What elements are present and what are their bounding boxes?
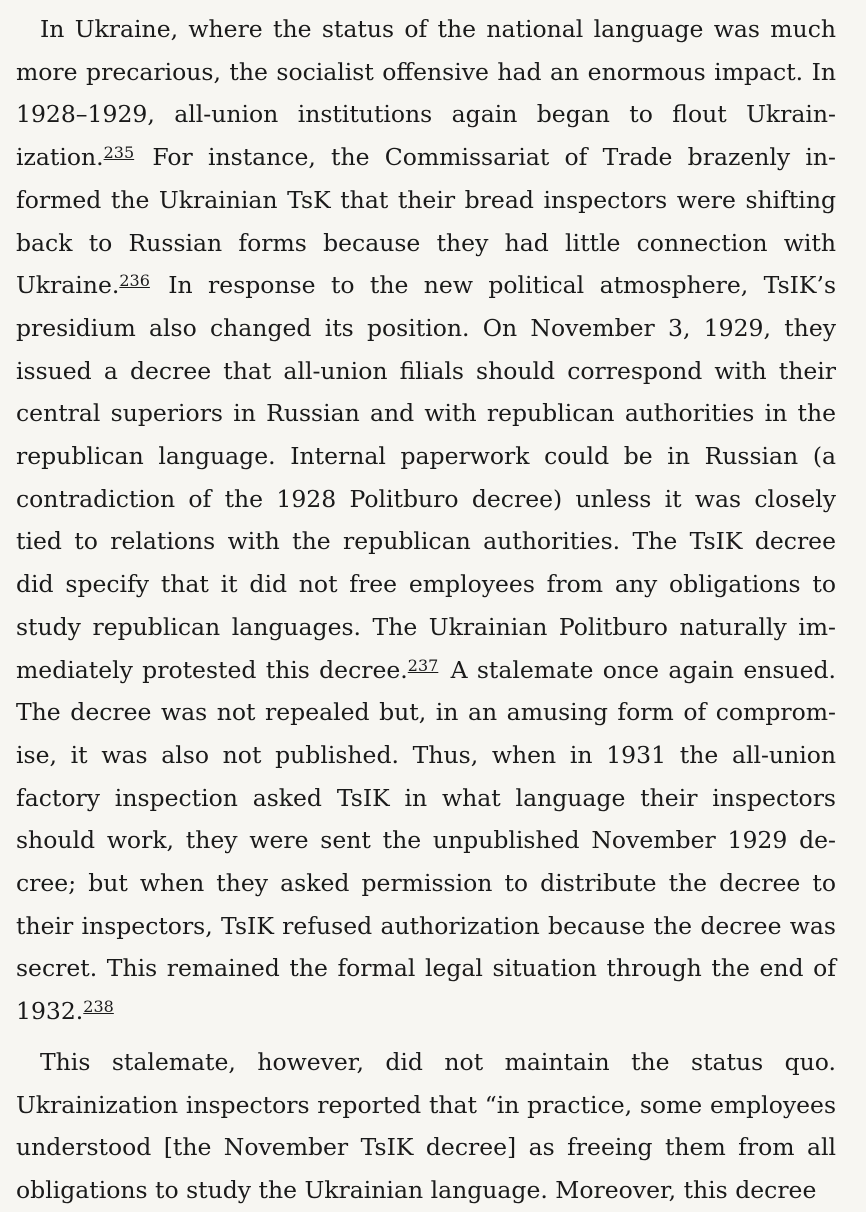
text-segment: For instance, the Commissariat of Trade brazenly informed the Ukrainian TsK that their bread inspectors were shifting back to Russian forms because they had little connection with Ukraine. — [16, 143, 836, 300]
text-segment: In response to the new political atmosphere, TsIK’s presidium also changed its position. On November 3, 1929, they issued a decree that all-union filials should correspond with their central superiors in Russian and with republican authorities in the republican language. Internal paperwork could be in Russian (a contradiction of the 1928 Politburo decree) unless it was closely tied to relations with the republican authorities. The TsIK decree did specify that it did not free employees from any obligations to study republican languages. The Ukrainian Politburo naturally immediately protested this decree. — [16, 271, 836, 684]
text-segment: This stalemate, however, did not maintain the status quo. Ukrainization inspectors reported that “in practice, some employees understood [the November TsIK decree] as freeing them from all obligations to study the Ukrainian language. Moreover, this decree — [16, 1047, 836, 1204]
text-segment: A stalemate once again ensued. The decree was not repealed but, in an amusing form of compromise, it was also not published. Thus, when in 1931 the all-union factory inspection asked TsIK in what language their inspectors should work, they were sent the unpublished November 1929 decree; but when they asked permission to distribute the decree to their inspectors, TsIK refused authorization because the decree was secret. This remained the formal legal situation through the end of 1932. — [16, 655, 836, 1026]
footnote-ref-238[interactable]: 238 — [83, 997, 114, 1017]
footnote-ref-235[interactable]: 235 — [103, 143, 135, 163]
paragraph-2 — [16, 1041, 836, 1212]
footnote-ref-237[interactable]: 237 — [407, 655, 439, 675]
text-segment: In Ukraine, where the status of the national language was much more precarious, the socialist offensive had an enormous impact. In 1928–1929, all-union institutions again began to flout Ukrainization. — [16, 15, 836, 172]
paragraph-1 — [16, 8, 836, 1033]
footnote-ref-236[interactable]: 236 — [119, 271, 150, 291]
